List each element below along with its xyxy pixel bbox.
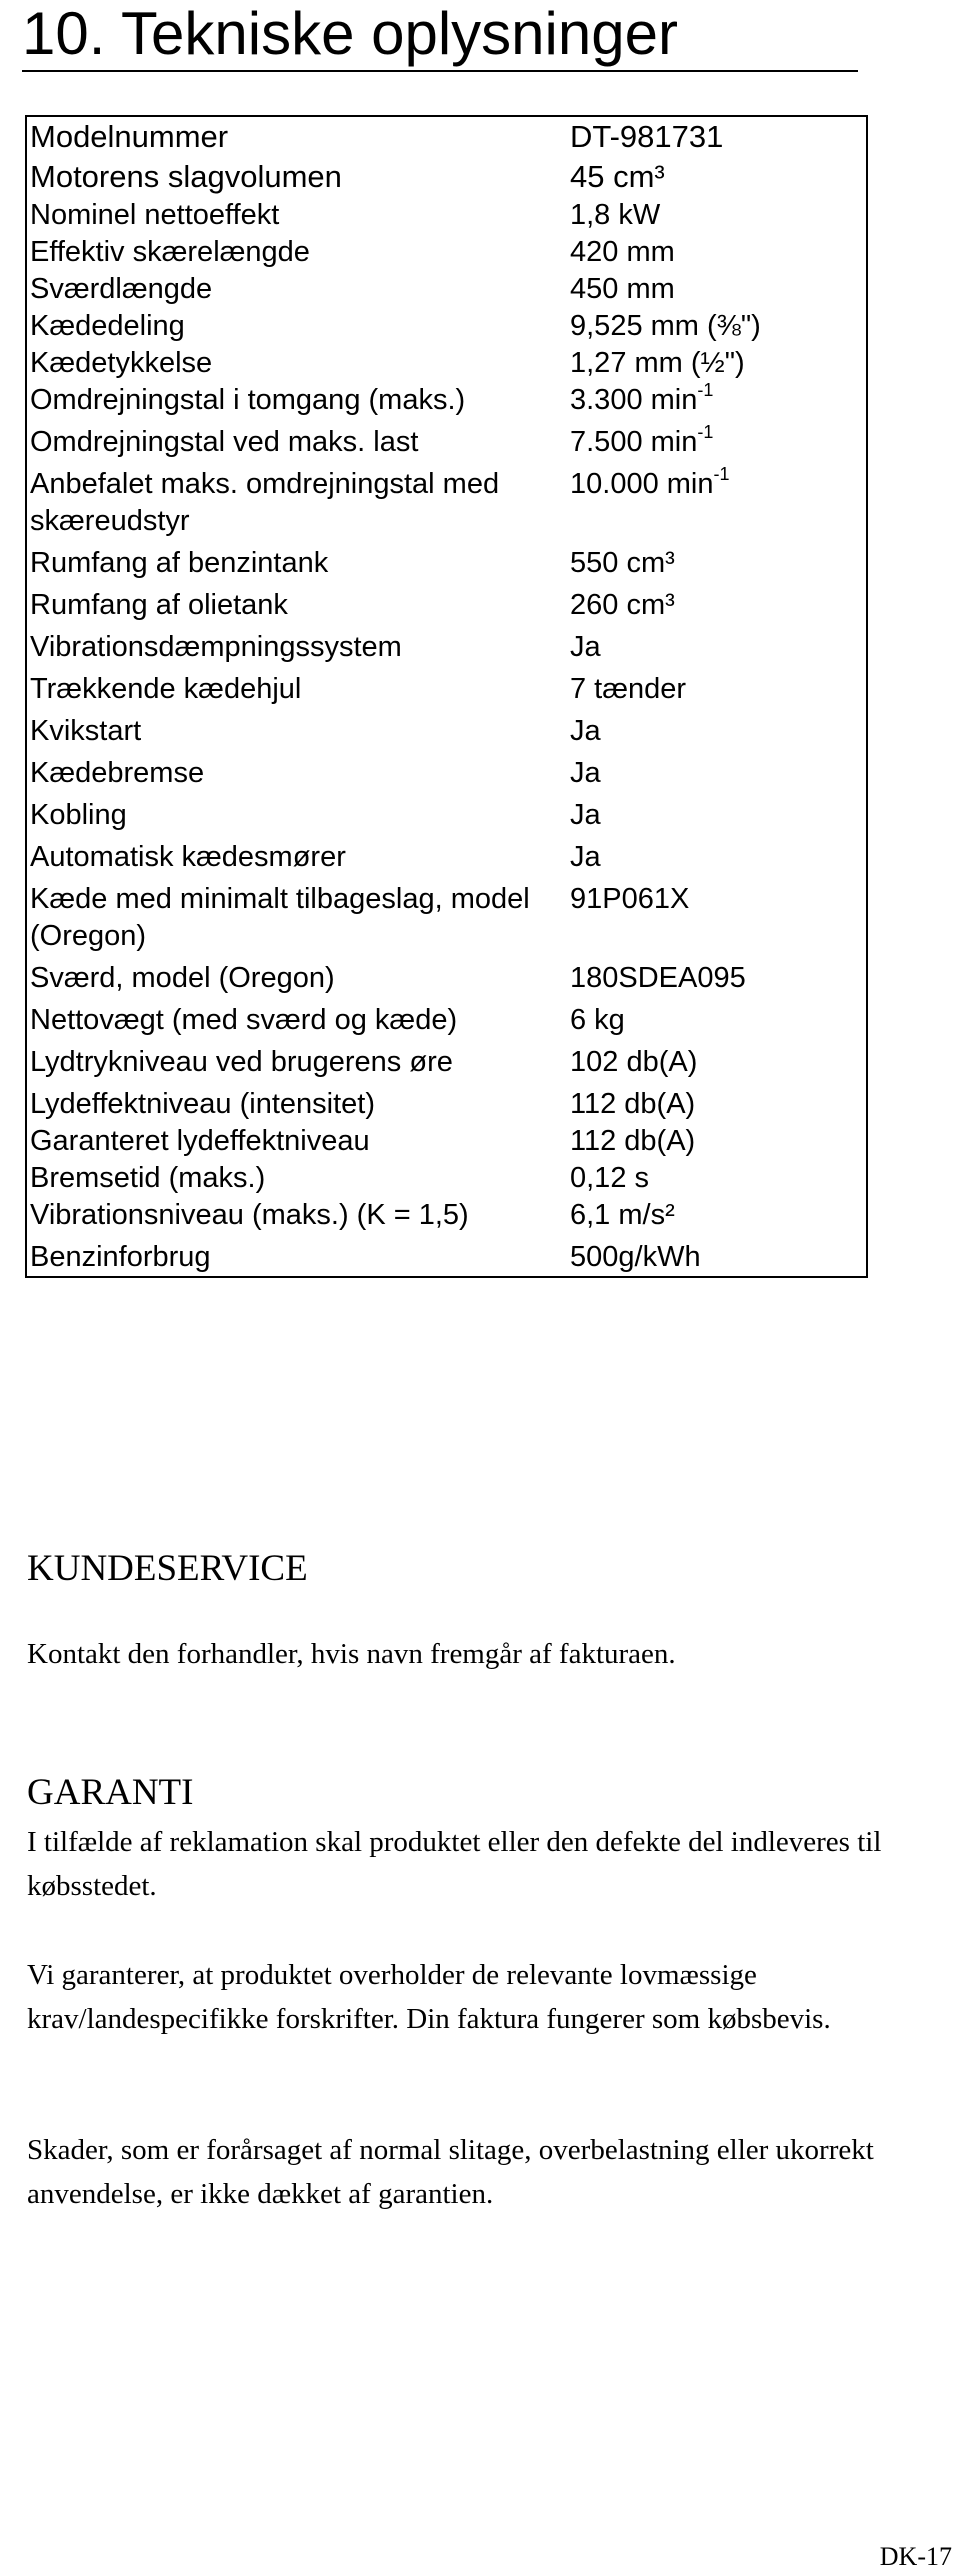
spec-label: Omdrejningstal ved maks. last bbox=[30, 426, 419, 458]
spec-label: Trækkende kædehjul bbox=[30, 673, 302, 705]
spec-value-exponent: -1 bbox=[713, 464, 730, 484]
table-row bbox=[26, 1234, 867, 1277]
page-number: DK-17 bbox=[879, 2542, 952, 2571]
table-row bbox=[26, 1197, 867, 1234]
kundeservice-text: Kontakt den forhandler, hvis navn fremgår af fakturaen. bbox=[27, 1638, 676, 1670]
table-row bbox=[26, 834, 867, 876]
spec-label: Kobling bbox=[30, 799, 127, 831]
spec-label: Rumfang af benzintank bbox=[30, 547, 329, 579]
table-row bbox=[26, 792, 867, 834]
table-row bbox=[26, 876, 867, 955]
spec-value: 550 cm³ bbox=[570, 547, 675, 579]
spec-value: 260 cm³ bbox=[570, 589, 675, 621]
spec-label: Garanteret lydeffektniveau bbox=[30, 1125, 370, 1157]
garanti-heading: GARANTI bbox=[27, 1772, 194, 1813]
spec-value-exponent: -1 bbox=[697, 422, 714, 442]
spec-value: 1,8 kW bbox=[570, 199, 661, 231]
spec-value-text: 7.500 min bbox=[570, 426, 698, 458]
table-row bbox=[26, 419, 867, 461]
table-row bbox=[26, 955, 867, 997]
specifications-table bbox=[25, 115, 868, 1278]
spec-label: Vibrationsniveau (maks.) (K = 1,5) bbox=[30, 1199, 469, 1231]
garanti-paragraph-1: I tilfælde af reklamation skal produktet eller den defekte del indleveres til købsstedet. bbox=[27, 1826, 882, 1902]
spec-value: 7 tænder bbox=[570, 673, 687, 705]
table-row bbox=[26, 461, 867, 540]
page-title: 10. Tekniske oplysninger bbox=[22, 0, 858, 72]
spec-value-exponent: -1 bbox=[697, 380, 714, 400]
spec-value: 180SDEA095 bbox=[570, 962, 746, 994]
spec-value: 6,1 m/s² bbox=[570, 1199, 675, 1231]
table-row bbox=[26, 666, 867, 708]
table-row bbox=[26, 997, 867, 1039]
spec-value: 0,12 s bbox=[570, 1162, 649, 1194]
kundeservice-heading: KUNDESERVICE bbox=[27, 1548, 308, 1589]
table-row bbox=[26, 582, 867, 624]
spec-label: Omdrejningstal i tomgang (maks.) bbox=[30, 384, 466, 416]
table-row bbox=[26, 308, 867, 345]
spec-label: Anbefalet maks. omdrejningstal med skæreudstyr bbox=[30, 468, 500, 537]
table-row bbox=[26, 382, 867, 419]
spec-label: Benzinforbrug bbox=[30, 1241, 211, 1273]
spec-value: 112 db(A) bbox=[570, 1088, 696, 1120]
table-row bbox=[26, 1160, 867, 1197]
table-row bbox=[26, 624, 867, 666]
spec-label: Lydeffektniveau (intensitet) bbox=[30, 1088, 375, 1120]
spec-label: Kæde med minimalt tilbageslag, model (Oregon) bbox=[30, 883, 530, 952]
spec-label: Kædetykkelse bbox=[30, 347, 213, 379]
spec-label: Rumfang af olietank bbox=[30, 589, 288, 621]
spec-label: Nettovægt (med sværd og kæde) bbox=[30, 1004, 458, 1036]
spec-value: Ja bbox=[570, 841, 601, 873]
spec-label: Sværdlængde bbox=[30, 273, 213, 305]
spec-value-text: 10.000 min bbox=[570, 468, 714, 500]
spec-value-text: 3.300 min bbox=[570, 384, 698, 416]
spec-value bbox=[540, 382, 867, 419]
spec-value: 1,27 mm (½") bbox=[570, 347, 745, 379]
table-row bbox=[26, 750, 867, 792]
spec-label: Kædedeling bbox=[30, 310, 185, 342]
table-row bbox=[26, 234, 867, 271]
spec-label: Modelnummer bbox=[30, 119, 229, 154]
garanti-paragraph-3: Skader, som er forårsaget af normal slitage, overbelastning eller ukorrekt anvendelse, er ikke dækket af garantien. bbox=[27, 2134, 874, 2210]
spec-label: Bremsetid (maks.) bbox=[30, 1162, 266, 1194]
spec-value: 112 db(A) bbox=[570, 1125, 696, 1157]
spec-value: 102 db(A) bbox=[570, 1046, 698, 1078]
spec-label: Kvikstart bbox=[30, 715, 142, 747]
table-row bbox=[26, 1081, 867, 1123]
spec-value: 45 cm³ bbox=[570, 159, 665, 194]
spec-value: DT-981731 bbox=[570, 119, 724, 154]
spec-label: Lydtrykniveau ved brugerens øre bbox=[30, 1046, 453, 1078]
spec-value: 6 kg bbox=[570, 1004, 625, 1036]
spec-label: Motorens slagvolumen bbox=[30, 159, 342, 194]
table-row bbox=[26, 271, 867, 308]
table-row bbox=[26, 197, 867, 234]
spec-value: Ja bbox=[570, 799, 601, 831]
spec-label: Automatisk kædesmører bbox=[30, 841, 346, 873]
table-row bbox=[26, 157, 867, 197]
spec-value: 420 mm bbox=[570, 236, 675, 268]
spec-value: 500g/kWh bbox=[570, 1241, 701, 1273]
spec-value: Ja bbox=[570, 715, 601, 747]
table-row bbox=[26, 1123, 867, 1160]
spec-value: 450 mm bbox=[570, 273, 675, 305]
spec-value: Ja bbox=[570, 757, 601, 789]
table-row bbox=[26, 540, 867, 582]
spec-label: Nominel nettoeffekt bbox=[30, 199, 280, 231]
table-row bbox=[26, 345, 867, 382]
spec-value: 91P061X bbox=[570, 883, 690, 915]
spec-label: Effektiv skærelængde bbox=[30, 236, 310, 268]
table-row bbox=[26, 116, 867, 157]
spec-value bbox=[540, 461, 867, 540]
spec-label: Kædebremse bbox=[30, 757, 205, 789]
garanti-paragraph-2: Vi garanterer, at produktet overholder de relevante lovmæssige krav/landespecifikke forskrifter. Din faktura fungerer som købsbevis. bbox=[27, 1959, 831, 2035]
spec-value: Ja bbox=[570, 631, 601, 663]
spec-label: Vibrationsdæmpningssystem bbox=[30, 631, 402, 663]
spec-value: 9,525 mm (⅜") bbox=[570, 310, 761, 342]
spec-label: Sværd, model (Oregon) bbox=[30, 962, 335, 994]
table-row bbox=[26, 708, 867, 750]
spec-value bbox=[540, 419, 867, 461]
table-row bbox=[26, 1039, 867, 1081]
